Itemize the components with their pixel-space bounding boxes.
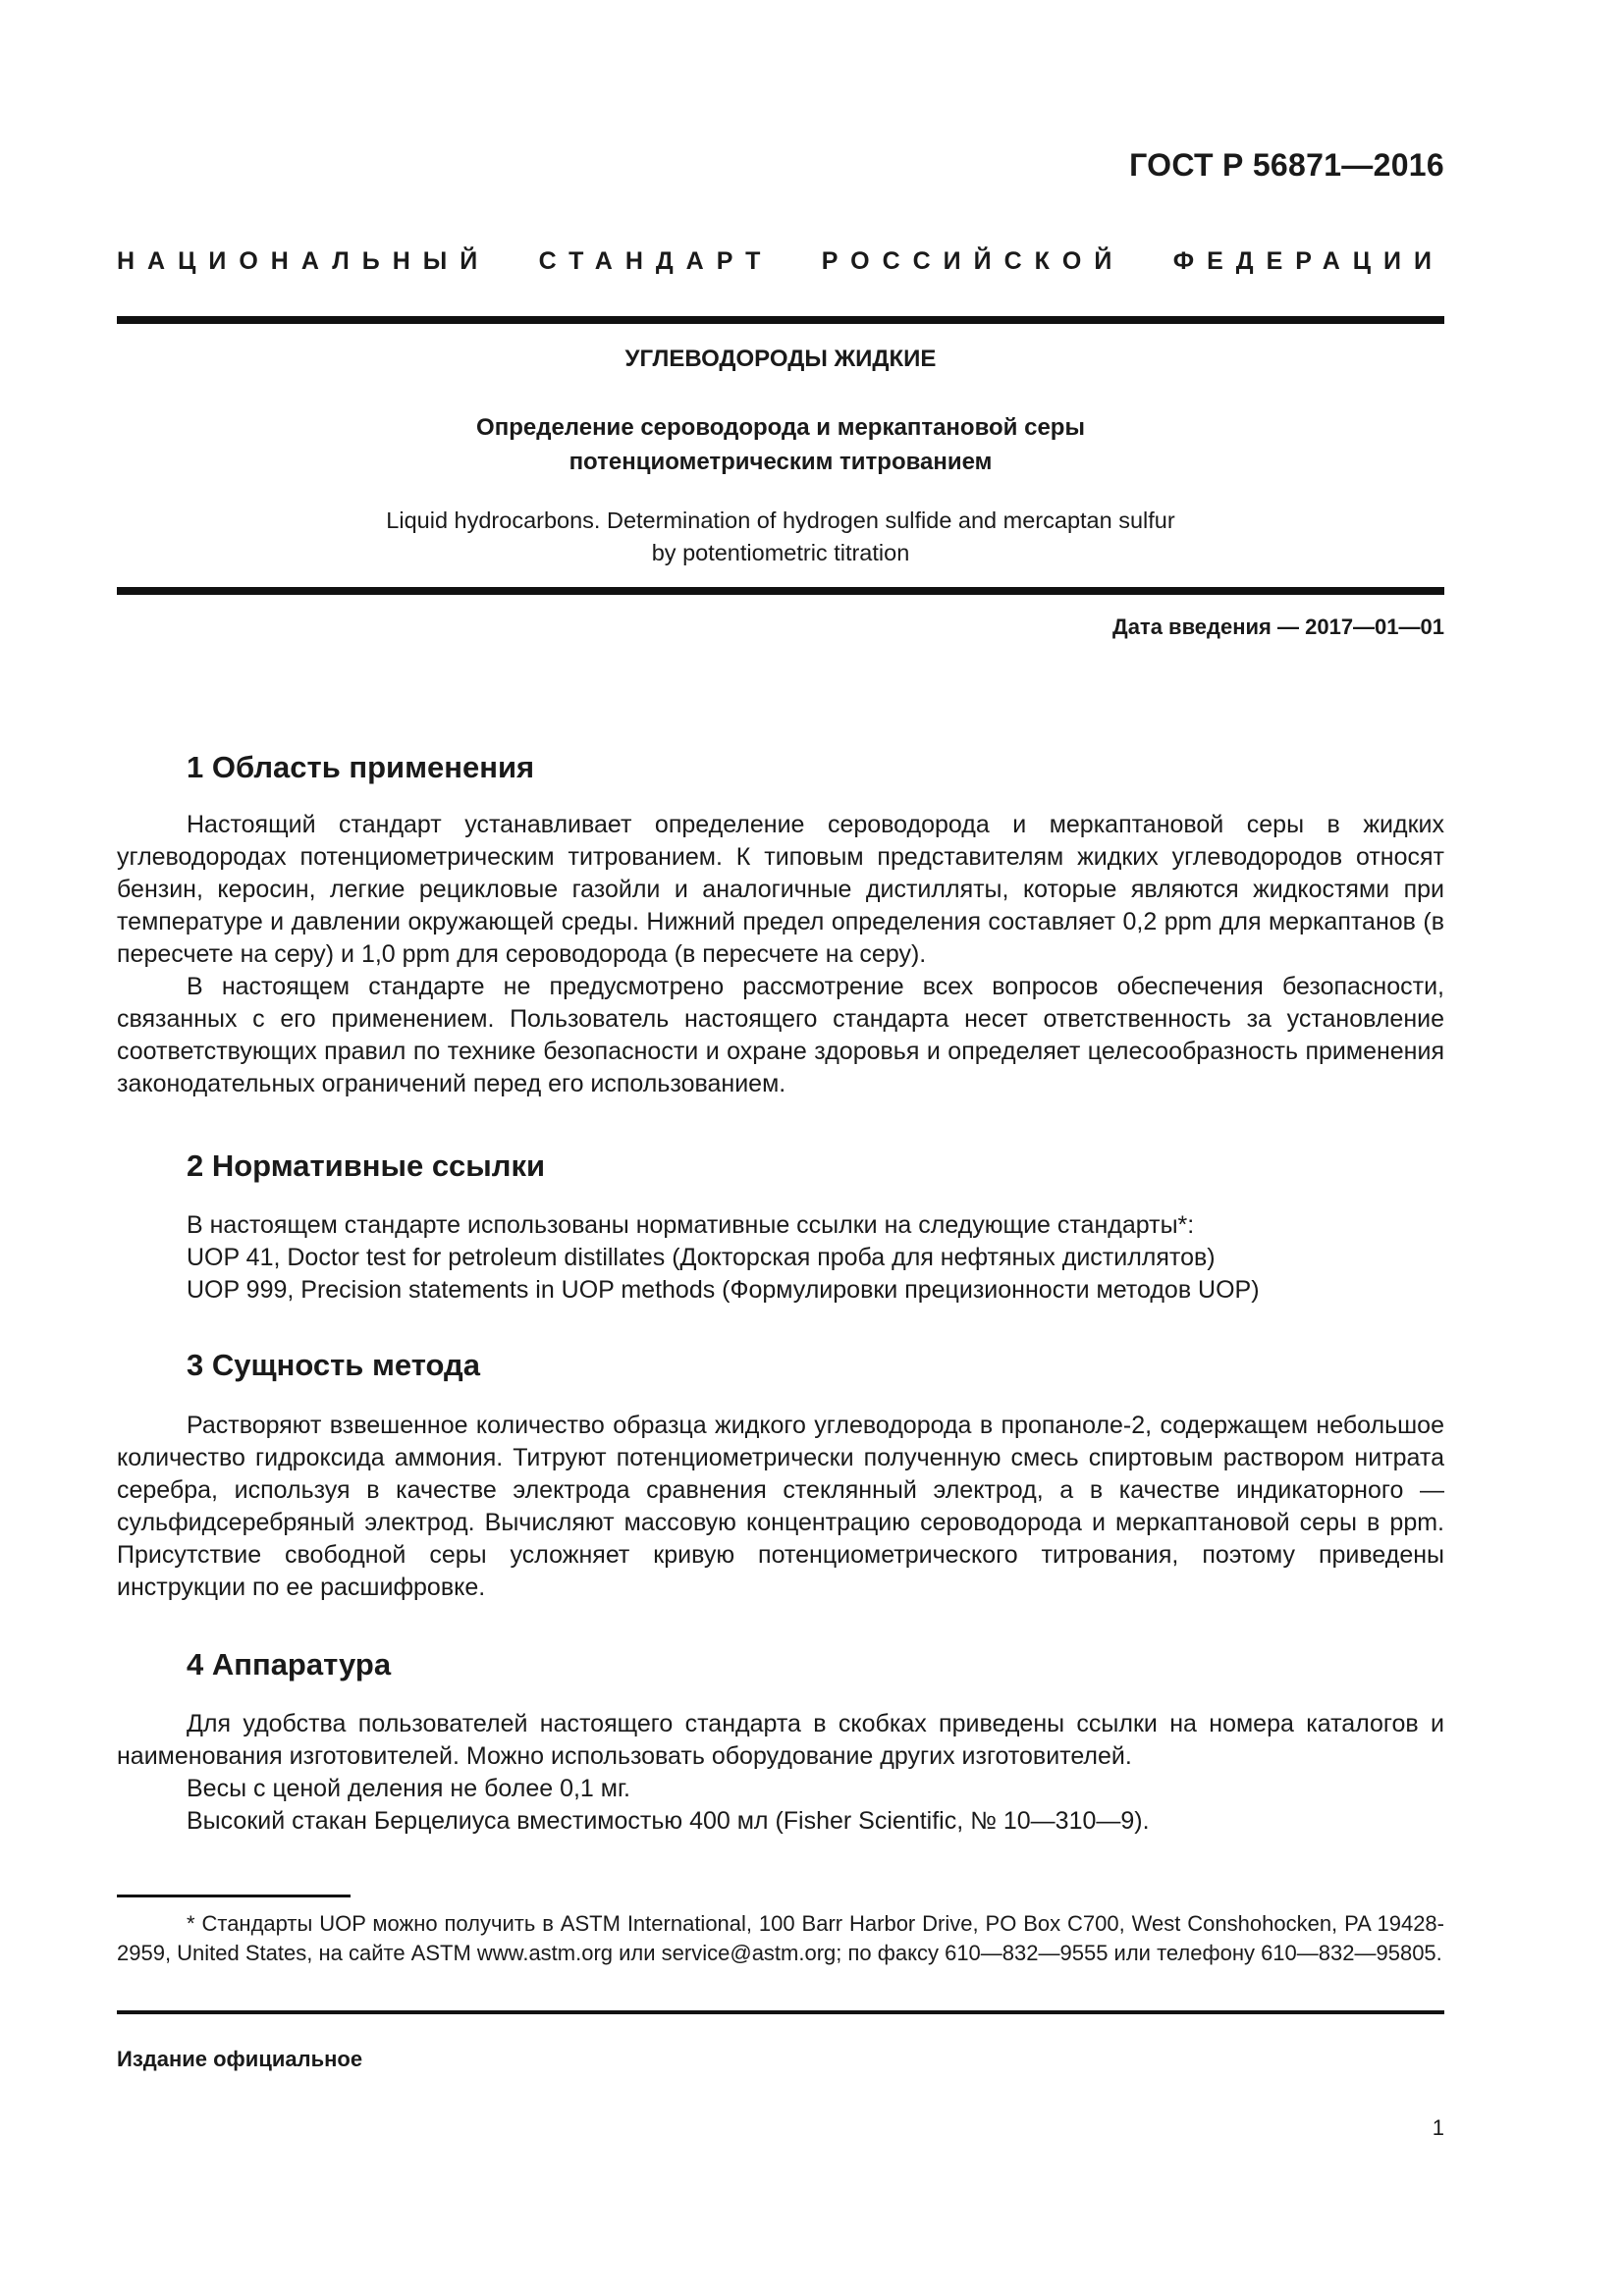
reference-uop-41: UOP 41, Doctor test for petroleum distillates (Докторская проба для нефтяных дистиллятов): [187, 1244, 1216, 1271]
section-3-paragraph: Растворяют взвешенное количество образца жидкого углеводорода в пропаноле-2, содержащем небольшое количество гидроксида аммония. Титруют потенциометрически полученную смесь спиртовым раствором нитрата серебра, используя в качестве электрода сравнения стеклянный электрод, а в качестве индикаторного — сульфидсеребряный электрод. Вычисляют массовую концентрацию сероводорода и меркаптановой серы в ppm. Присутствие свободной серы усложняет кривую потенциометрического титрования, поэтому приведены инструкции по ее расшифровке.: [117, 1412, 1444, 1601]
section-1-paragraph-2: В настоящем стандарте не предусмотрено рассмотрение всех вопросов обеспечения безопасности, связанных с его применением. Пользователь настоящего стандарта несет ответственность за установление соответствующих правил по технике безопасности и охране здоровья и определяет целесообразность применения законодательных ограничений перед его использованием.: [117, 973, 1444, 1097]
subtitle-russian-line-2: потенциометрическим титрованием: [568, 449, 993, 475]
section-4-heading: 4 Аппаратура: [187, 1647, 392, 1682]
section-2-heading: 2 Нормативные ссылки: [187, 1148, 546, 1183]
title-divider: [117, 587, 1444, 595]
section-2-intro-line: В настоящем стандарте использованы нормативные ссылки на следующие стандарты*:: [187, 1211, 1195, 1239]
footnote-separator: [117, 1895, 351, 1897]
subtitle-english-line-2: by potentiometric titration: [651, 540, 910, 565]
document-code: ГОСТ Р 56871—2016: [1129, 147, 1444, 183]
introduction-date: Дата введения — 2017—01—01: [1112, 614, 1444, 639]
page-number: 1: [1432, 2115, 1444, 2140]
reference-uop-999: UOP 999, Precision statements in UOP methods (Формулировки прецизионности методов UOP): [187, 1276, 1260, 1304]
top-divider: [117, 316, 1444, 324]
national-standard-title: НАЦИОНАЛЬНЫЙ СТАНДАРТ РОССИЙСКОЙ ФЕДЕРАЦИИ: [117, 247, 1444, 275]
footnote-text: * Стандарты UOP можно получить в ASTM International, 100 Barr Harbor Drive, PO Box C700, West Conshohocken, PA 19428-2959, United States, на сайте ASTM www.astm.org или service@astm.org; по факсу 610—832—9555 или телефону 610—832—95805.: [117, 1911, 1444, 1965]
section-4-paragraph: Для удобства пользователей настоящего стандарта в скобках приведены ссылки на номера каталогов и наименования изготовителей. Можно использовать оборудование других изготовителей.: [117, 1710, 1444, 1770]
subtitle-russian: [117, 410, 1444, 479]
section-1-heading: 1 Область применения: [187, 750, 535, 784]
section-1-paragraph-1: Настоящий стандарт устанавливает определение сероводорода и меркаптановой серы в жидких углеводородах потенциометрическим титрованием. К типовым представителям жидких углеводородов относят бензин, керосин, легкие рецикловые газойли и аналогичные дистилляты, которые являются жидкостями при температуре и давлении окружающей среды. Нижний предел определения составляет 0,2 ppm для меркаптанов (в пересчете на серу) и 1,0 ppm для сероводорода (в пересчете на серу).: [117, 811, 1444, 968]
official-edition-label: Издание официальное: [117, 2047, 363, 2071]
subtitle-english-line-1: Liquid hydrocarbons. Determination of hydrogen sulfide and mercaptan sulfur: [386, 507, 1175, 533]
subject-title: УГЛЕВОДОРОДЫ ЖИДКИЕ: [624, 346, 937, 372]
section-3-heading: 3 Сущность метода: [187, 1348, 480, 1382]
bottom-divider: [117, 2010, 1444, 2014]
subtitle-english: [117, 505, 1444, 569]
apparatus-balance: Весы с ценой деления не более 0,1 мг.: [187, 1775, 630, 1802]
subtitle-russian-line-1: Определение сероводорода и меркаптановой серы: [476, 414, 1085, 441]
apparatus-beaker: Высокий стакан Берцелиуса вместимостью 400 мл (Fisher Scientific, № 10—310—9).: [187, 1807, 1150, 1835]
